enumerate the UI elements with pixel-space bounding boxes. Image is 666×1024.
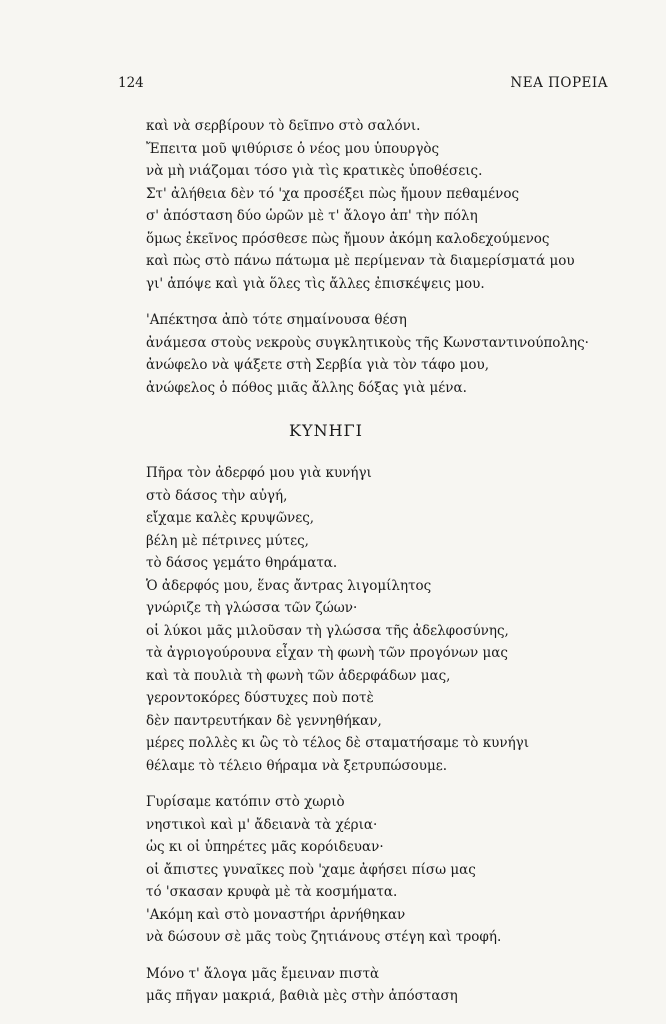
verse-line: Ἔπειτα μοῦ ψιθύρισε ὁ νέος μου ὑπουργὸς xyxy=(146,140,440,157)
verse-line: νὰ δώσουν σὲ μᾶς τοὺς ζητιάνους στέγη καὶ τροφή. xyxy=(146,929,502,945)
verse-line: βέλη μὲ πέτρινες μύτες, xyxy=(146,532,309,549)
verse-line: σ' ἀπόσταση δύο ὡρῶν μὲ τ' ἄλογο ἀπ' τὴν πόλη xyxy=(146,208,478,224)
verse-line: 'Απέκτησα ἀπὸ τότε σημαίνουσα θέση xyxy=(146,312,407,328)
verse-line: εἴχαμε καλὲς κρυψῶνες, xyxy=(146,510,315,526)
verse-line: ἀνώφελο νὰ ψάξετε στὴ Σερβία γιὰ τὸν τάφο μου, xyxy=(146,357,490,373)
verse-line: ὅμως ἐκεῖνος πρόσθεσε πὼς ἤμουν ἀκόμη καλοδεχούμενος xyxy=(146,230,550,247)
verse-line: στὸ δάσος τὴν αὐγή, xyxy=(146,487,288,504)
verse-line: ἀνάμεσα στοὺς νεκροὺς συγκλητικοὺς τῆς Κωνσταντινούπολης· xyxy=(146,334,589,351)
verse-line: μᾶς πῆγαν μακριά, βαθιὰ μὲς στὴν ἀπόσταση xyxy=(146,988,458,1004)
verse-line: τὸ δάσος γεμάτο θηράματα. xyxy=(146,555,338,571)
verse-line: Μόνο τ' ἄλογα μᾶς ἔμειναν πιστὰ xyxy=(146,965,380,982)
stanza-1 xyxy=(146,115,616,295)
verse-line: δὲν παντρευτήκαν δὲ γεννηθήκαν, xyxy=(146,712,382,729)
verse-line: γι' ἀπόψε καὶ γιὰ ὅλες τὶς ἄλλες ἐπισκέψεις μου. xyxy=(146,275,485,292)
verse-line: οἱ ἄπιστες γυναῖκες ποὺ 'χαμε ἀφήσει πίσω μας xyxy=(146,861,476,878)
verse-line: καὶ νὰ σερβίρουν τὸ δεῖπνο στὸ σαλόνι. xyxy=(146,118,421,134)
poem-body xyxy=(146,115,616,1022)
verse-line: Ὁ ἀδερφός μου, ἕνας ἄντρας λιγομίλητος xyxy=(146,577,432,594)
verse-line: γεροντοκόρες δύστυχες ποὺ ποτὲ xyxy=(146,690,374,706)
verse-line: καὶ πὼς στὸ πάνω πάτωμα μὲ περίμεναν τὰ διαμερίσματά μου xyxy=(146,253,575,269)
poem-title: ΚΥΝΗΓΙ xyxy=(289,421,363,440)
verse-line: γνώριζε τὴ γλώσσα τῶν ζώων· xyxy=(146,600,358,616)
verse-line: μέρες πολλὲς κι ὣς τὸ τέλος δὲ σταματήσαμε τὸ κυνήγι xyxy=(146,735,530,751)
verse-line: οἱ λύκοι μᾶς μιλοῦσαν τὴ γλώσσα τῆς ἀδελφοσύνης, xyxy=(146,622,509,639)
verse-line: νηστικοὶ καὶ μ' ἄδειανὰ τὰ χέρια· xyxy=(146,816,378,833)
verse-line: νὰ μὴ νιάζομαι τόσο γιὰ τὶς κρατικὲς ὑποθέσεις. xyxy=(146,163,483,179)
verse-line: ἀνώφελος ὁ πόθος μιᾶς ἄλλης δόξας γιὰ μένα. xyxy=(146,379,467,396)
verse-line: Στ' ἀλήθεια δὲν τό 'χα προσέξει πὼς ἤμουν πεθαμένος xyxy=(146,185,520,202)
verse-line: τὰ ἀγριογούρουνα εἶχαν τὴ φωνὴ τῶν προγόνων μας xyxy=(146,645,508,661)
verse-line: Πῆρα τὸν ἀδερφό μου γιὰ κυνήγι xyxy=(146,465,372,481)
page-number: 124 xyxy=(118,75,144,91)
verse-line: θέλαμε τὸ τέλειο θήραμα νὰ ξετρυπώσουμε. xyxy=(146,757,448,774)
verse-line: ὡς κι οἱ ὑπηρέτες μᾶς κορόιδευαν· xyxy=(146,839,384,855)
running-head: ΝΕΑ ΠΟΡΕΙΑ xyxy=(510,75,608,91)
page-header xyxy=(118,75,608,95)
verse-line: καὶ τὰ πουλιὰ τὴ φωνὴ τῶν ἀδερφάδων μας, xyxy=(146,667,451,684)
stanza-5 xyxy=(146,963,616,1008)
verse-line: Γυρίσαμε κατόπιν στὸ χωριὸ xyxy=(146,794,345,810)
verse-line: 'Ακόμη καὶ στὸ μοναστήρι ἀρνήθηκαν xyxy=(146,906,406,923)
verse-line: τό 'σκασαν κρυφὰ μὲ τὰ κοσμήματα. xyxy=(146,884,398,900)
stanza-2 xyxy=(146,309,616,399)
stanza-3 xyxy=(146,462,616,777)
stanza-4 xyxy=(146,791,616,949)
